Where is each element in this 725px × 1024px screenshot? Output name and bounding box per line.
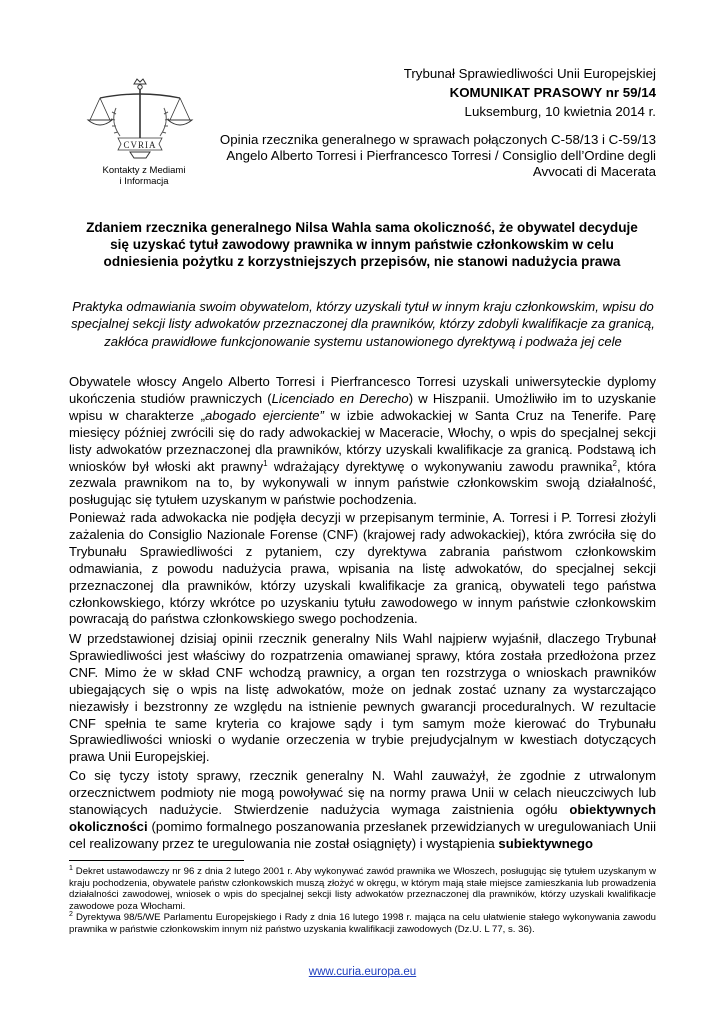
p1-text-a: Obywatele włoscy Angelo Alberto Torresi i Pierfrancesco Torresi uzyskali uniwersyteckie dyplomy ukończenia studiów prawniczych (	[69, 374, 656, 406]
footnote-2-text: Dyrektywa 98/5/WE Parlamentu Europejskiego i Rady z dnia 16 lutego 1998 r. mająca na celu ułatwienie stałego wykonywania zawodu prawnika w państwie członkowskim innym niż państwo uzyskania kwalifikacji zawodowych (Dz.U. L 77, s. 36).	[69, 912, 656, 935]
paragraph-3: W przedstawionej dzisiaj opinii rzecznik generalny Nils Wahl najpierw wyjaśnił, dlaczego Trybunał Sprawiedliwości jest właściwy do rozpatrzenia omawianej sprawy, która została przedłożona przez CNF. Mimo że w skład CNF wchodzą prawnicy, a organ ten rozstrzyga o wnioskach prawników ubiegających się o wpis na listę adwokatów, może on jednak zostać uznany za wystarczająco niezawisły i bezstronny ze względu na istnienie pewnych gwarancji proceduralnych. W rezultacie CNF spełnia te same kryteria co krajowe sądy i tym samym może kierować do Trybunału Sprawiedliwości wnioski o wydanie orzeczenia w trybie prejudycjalnym w kwestiach dotyczących prawa Unii Europejskiej.	[69, 631, 656, 765]
paragraph-1	[69, 374, 656, 509]
footnote-divider	[69, 860, 244, 861]
footnotes	[69, 866, 656, 936]
svg-text:CVRIA: CVRIA	[123, 140, 157, 150]
case-line-3: Avvocati di Macerata	[532, 163, 656, 179]
p1-text-e: , która zezwala prawnikom na to, by wykonywali w innym państwie członkowskim swoją działalność, posługując się tytułem uzyskanym w państwie pochodzenia.	[69, 458, 656, 508]
paragraph-4	[69, 768, 656, 853]
institution-name: Trybunał Sprawiedliwości Unii Europejskiej	[403, 66, 656, 81]
footnote-number-2: 2	[69, 911, 73, 919]
footnote-number-1: 1	[69, 865, 73, 872]
press-release-number: KOMUNIKAT PRASOWY nr 59/14	[449, 84, 656, 100]
footnote-1-text: Dekret ustawodawczy nr 96 z dnia 2 lutego 2001 r. Aby wykonywać zawód prawnika we Włoszech, posługując się tytułem uzyskanym w kraju pochodzenia, obywatele państw członkowskich muszą złożyć w okręgu, w którym mają stałe miejsce zamieszkania lub prowadzenia działalności zawodowej, wniosek o wpis do specjalnej sekcji listy adwokatów przeznaczonej dla prawników, którzy uzyskali kwalifikacje zawodowe poza Włochami.	[69, 866, 656, 912]
footnote-1	[69, 866, 656, 912]
case-reference	[176, 132, 656, 180]
place-date: Luksemburg, 10 kwietnia 2014 r.	[464, 104, 656, 119]
p4-bold-b: subiektywnego	[498, 835, 594, 851]
footnote-ref-2[interactable]: 2	[612, 458, 617, 468]
contacts-line-1: Kontakty z Mediami	[102, 165, 186, 176]
lead-summary: Praktyka odmawiania swoim obywatelom, którzy uzyskali tytuł w innym kraju członkowskim, wpisu do specjalnej sekcji listy adwokatów przeznaczonej dla prawników, którzy zdobyli kwalifikacje za granicą, zakłóca prawidłowe funkcjonowanie systemu ustanowionego dyrektywą i podważa jej cele	[71, 299, 655, 349]
paragraph-2: Ponieważ rada adwokacka nie podjęła decyzji w przepisanym terminie, A. Torresi i P. Torresi złożyli zażalenia do Consiglio Nazionale Forense (CNF) (krajowej rady adwokackiej), która zwróciła się do Trybunału Sprawiedliwości z pytaniem, czy dyrektywa zabrania państwom członkowskim odmawiania, z powodu nadużycia prawa, wpisania na listę adwokatów, do specjalnej sekcji przeznaczonej dla prawników, którzy uzyskali kwalifikacje za granicą, obywateli tego państwa członkowskiego, którzy wkrótce po uzyskaniu tytułu zawodowego w innym państwie członkowskim powracają do państwa członkowskiego swego pochodzenia.	[69, 510, 656, 627]
headline: Zdaniem rzecznika generalnego Nilsa Wahla sama okoliczność, że obywatel decyduje się uzyskać tytuł zawodowy prawnika w innym państwie członkowskim w celu odniesienia pożytku z korzystniejszych przepisów, nie stanowi nadużycia prawa	[86, 220, 638, 270]
p1-text-b: ) w Hiszpanii. Umożliwiło im to uzyskanie wpisu w charakterze „	[69, 390, 656, 423]
p4-text-c: (pomimo formalnego poszanowania przesłanek przewidzianych w uregulowaniach Unii cel realizowany przez te uregulowania nie został osiągnięty) i wystąpienia	[69, 818, 656, 851]
case-line-1: Opinia rzecznika generalnego w sprawach połączonych C-58/13 i C-59/13	[219, 131, 656, 147]
p1-italic-a: Licenciado en Derecho	[271, 390, 409, 406]
footnote-ref-1[interactable]: 1	[263, 458, 268, 468]
p4-text-a: Co się tyczy istoty sprawy, rzecznik generalny N. Wahl zauważył, że zgodnie z utrwalonym orzecznictwem podmioty nie mogą powoływać się na normy prawa Unii w celach nieuczciwych lub stanowiących nadużycie. Stwierdzenie nadużycia wymaga zaistnienia ogółu	[69, 768, 656, 817]
website-link[interactable]: www.curia.europa.eu	[308, 966, 417, 978]
case-line-2: Angelo Alberto Torresi i Pierfrancesco Torresi / Consiglio dell’Ordine degli	[226, 147, 656, 163]
p1-text-c: w izbie adwokackiej w Santa Cruz na Tenerife. Parę miesięcy później zwrócili się do rady adwokackiej w Maceracie, Włochy, o wpis do specjalnej sekcji listy adwokatów przeznaczonej dla prawników, którzy uzyskali kwalifikacje za granicą. Podstawą ich wniosków był włoski akt prawny	[69, 407, 656, 474]
p1-italic-b: abogado ejerciente”	[205, 407, 324, 423]
p4-bold-a: obiektywnych okoliczności	[69, 801, 656, 834]
footnote-2	[69, 912, 656, 935]
footer	[0, 966, 725, 978]
p1-text-d: wdrażający dyrektywę o wykonywaniu zawodu prawnika	[267, 458, 613, 474]
contacts-line-2: i Informacja	[119, 176, 169, 187]
press-header	[176, 66, 656, 180]
